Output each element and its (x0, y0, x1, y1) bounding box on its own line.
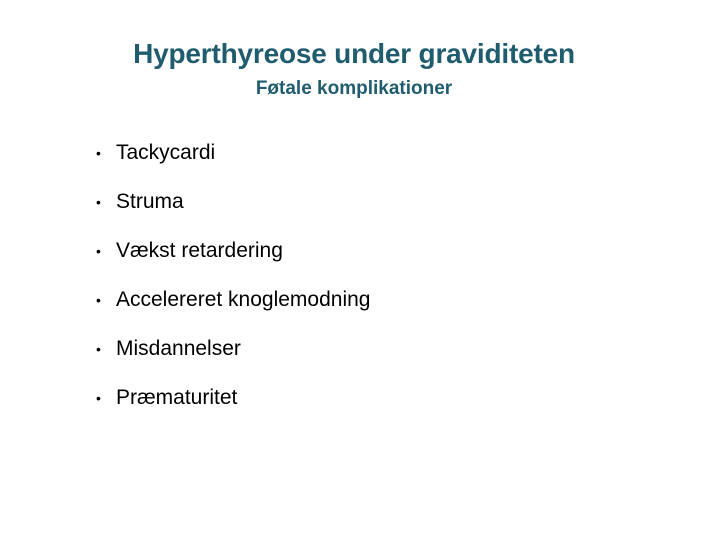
slide-subtitle: Føtale komplikationer (255, 78, 453, 99)
list-item (96, 236, 370, 285)
bullet-text: Vækst retardering (116, 239, 283, 262)
slide-title: Hyperthyreose under graviditeten (133, 38, 575, 69)
bullet-text: Tackycardi (116, 141, 216, 164)
bullet-text: Accelereret knoglemodning (116, 288, 371, 311)
bullet-icon: • (96, 390, 101, 406)
list-item (96, 285, 370, 334)
bullet-icon: • (96, 194, 101, 210)
bullet-icon: • (96, 341, 101, 357)
list-item (96, 138, 370, 187)
list-item (96, 334, 370, 383)
bullet-icon: • (96, 243, 101, 259)
bullet-icon: • (96, 145, 101, 161)
bullet-text: Præmaturitet (116, 386, 238, 409)
list-item (96, 187, 370, 236)
bullet-list (96, 138, 370, 432)
bullet-icon: • (96, 292, 101, 308)
bullet-text: Misdannelser (116, 337, 241, 360)
list-item (96, 383, 370, 432)
bullet-text: Struma (116, 190, 184, 213)
